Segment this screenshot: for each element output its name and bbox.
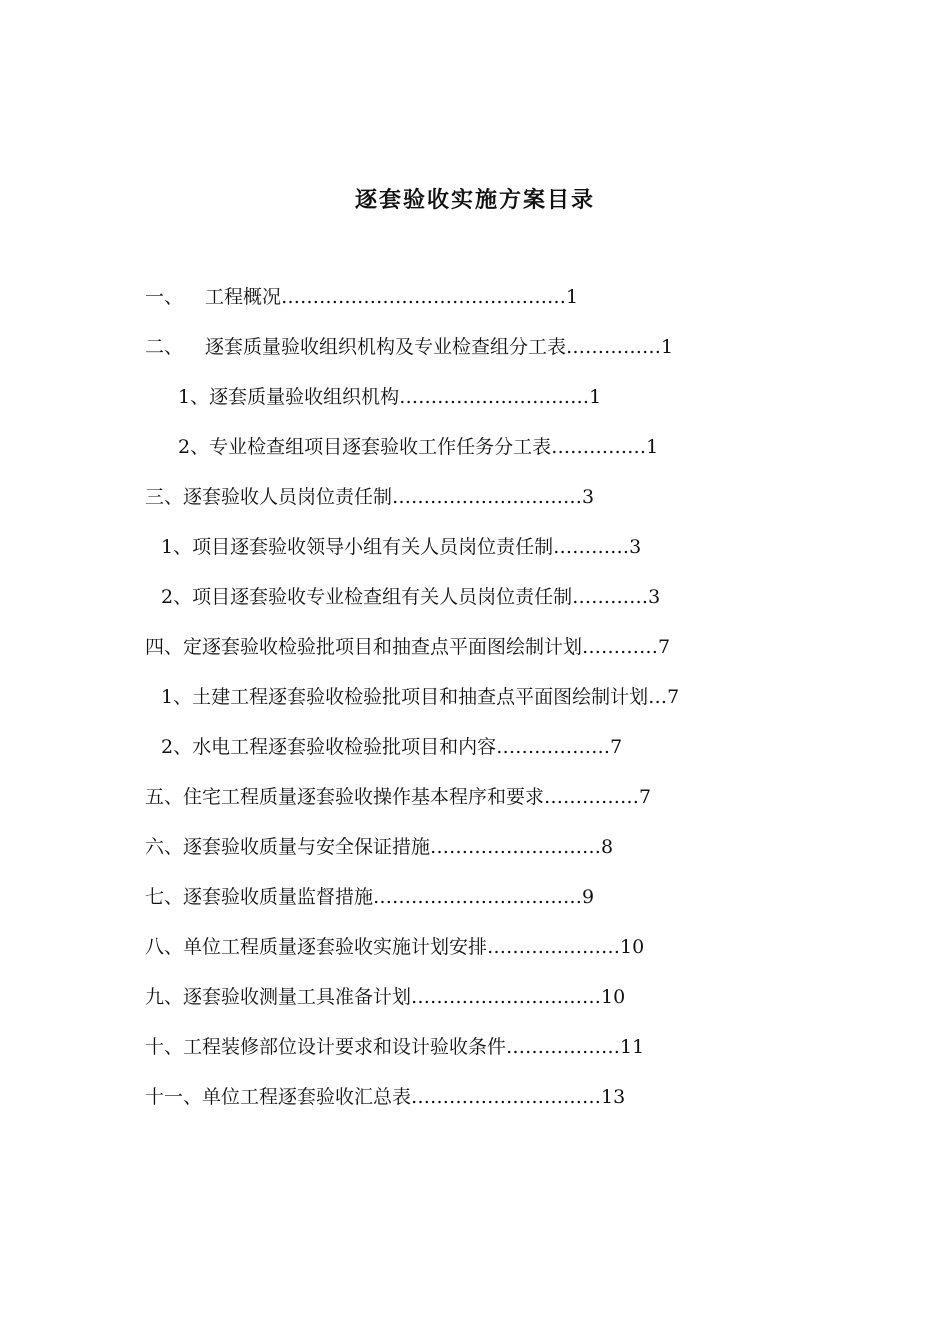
toc-entry-text: 工程概况 [205, 286, 282, 308]
toc-entry-text: 三、逐套验收人员岗位责任制 [145, 486, 393, 508]
toc-entry-text: 1、土建工程逐套验收检验批项目和抽查点平面图绘制计划 [161, 686, 649, 708]
toc-entry-dots: …………… [551, 436, 647, 458]
toc-entry-page: 3 [648, 586, 661, 608]
toc-entry-page: 13 [601, 1086, 626, 1108]
toc-entry-dots: …………… [544, 786, 640, 808]
toc-entry[interactable] [145, 282, 578, 312]
toc-entry[interactable] [145, 882, 594, 912]
toc-entry-dots: ………………………… [392, 486, 583, 508]
toc-entry-page: 1 [646, 436, 659, 458]
toc-entry-prefix: 一、 [145, 286, 184, 308]
toc-entry-text: 2、水电工程逐套验收检验批项目和内容 [161, 736, 497, 758]
toc-entry-text: 十一、单位工程逐套验收汇总表 [145, 1086, 412, 1108]
toc-entry-page: 9 [582, 886, 595, 908]
toc-entry-dots: ………… [572, 586, 649, 608]
toc-entry[interactable] [145, 482, 594, 512]
toc-entry[interactable] [145, 1032, 644, 1062]
toc-entry-page: 7 [610, 736, 623, 758]
toc-entry[interactable] [145, 832, 613, 862]
toc-entry-dots: …………… [566, 336, 662, 358]
toc-entry-page: 7 [667, 686, 680, 708]
toc-entry[interactable] [145, 782, 651, 812]
toc-entry-page: 1 [566, 286, 579, 308]
toc-entry-page: 7 [658, 636, 671, 658]
toc-entry-dots: ………………… [487, 936, 621, 958]
toc-entry-text: 五、住宅工程质量逐套验收操作基本程序和要求 [145, 786, 545, 808]
toc-entry-text: 2、专业检查组项目逐套验收工作任务分工表 [178, 436, 552, 458]
toc-entry[interactable] [145, 982, 625, 1012]
toc-entry-dots: ………………………… [411, 986, 602, 1008]
toc-entry[interactable] [161, 582, 660, 612]
toc-entry-page: 10 [620, 936, 645, 958]
toc-entry[interactable] [161, 682, 679, 712]
toc-entry[interactable] [178, 432, 658, 462]
toc-entry-page: 1 [661, 336, 674, 358]
toc-entry[interactable] [161, 732, 622, 762]
toc-entry[interactable] [178, 382, 601, 412]
toc-entry-text: 逐套质量验收组织机构及专业检查组分工表 [205, 336, 567, 358]
toc-entry-text: 八、单位工程质量逐套验收实施计划安排 [145, 936, 488, 958]
toc-entry-text: 1、逐套质量验收组织机构 [178, 386, 400, 408]
toc-entry[interactable] [145, 932, 644, 962]
toc-entry[interactable] [161, 532, 641, 562]
toc-entry-dots: ……………………… [430, 836, 602, 858]
toc-entry-text: 六、逐套验收质量与安全保证措施 [145, 836, 431, 858]
toc-entry-text: 2、项目逐套验收专业检查组有关人员岗位责任制 [161, 586, 573, 608]
toc-entry-dots: ………………………… [411, 1086, 602, 1108]
toc-entry-text: 十、工程装修部位设计要求和设计验收条件 [145, 1036, 507, 1058]
toc-entry-dots: … [648, 686, 668, 708]
toc-entry-dots: …………………………… [373, 886, 583, 908]
toc-entry-dots: ………………………… [399, 386, 590, 408]
toc-entry-page: 7 [639, 786, 652, 808]
toc-entry-prefix: 二、 [145, 336, 184, 358]
toc-entry-text: 四、定逐套验收检验批项目和抽查点平面图绘制计划 [145, 636, 583, 658]
toc-entry-dots: ……………… [506, 1036, 621, 1058]
toc-entry[interactable] [145, 332, 673, 362]
toc-entry-page: 10 [601, 986, 626, 1008]
toc-entry-text: 七、逐套验收质量监督措施 [145, 886, 374, 908]
toc-entry-dots: ……………………………………… [281, 286, 567, 308]
toc-entry-dots: ……………… [496, 736, 611, 758]
toc-entry-page: 1 [589, 386, 602, 408]
toc-entry-dots: ………… [553, 536, 630, 558]
toc-entry-text: 1、项目逐套验收领导小组有关人员岗位责任制 [161, 536, 554, 558]
toc-entry[interactable] [145, 1082, 625, 1112]
toc-entry-dots: ………… [582, 636, 659, 658]
toc-entry-page: 11 [620, 1036, 645, 1058]
toc-entry-page: 3 [582, 486, 595, 508]
toc-entry-page: 3 [629, 536, 642, 558]
toc-entry-text: 九、逐套验收测量工具准备计划 [145, 986, 412, 1008]
page-title: 逐套验收实施方案目录 [354, 187, 595, 213]
toc-entry-page: 8 [601, 836, 614, 858]
toc-entry[interactable] [145, 632, 670, 662]
